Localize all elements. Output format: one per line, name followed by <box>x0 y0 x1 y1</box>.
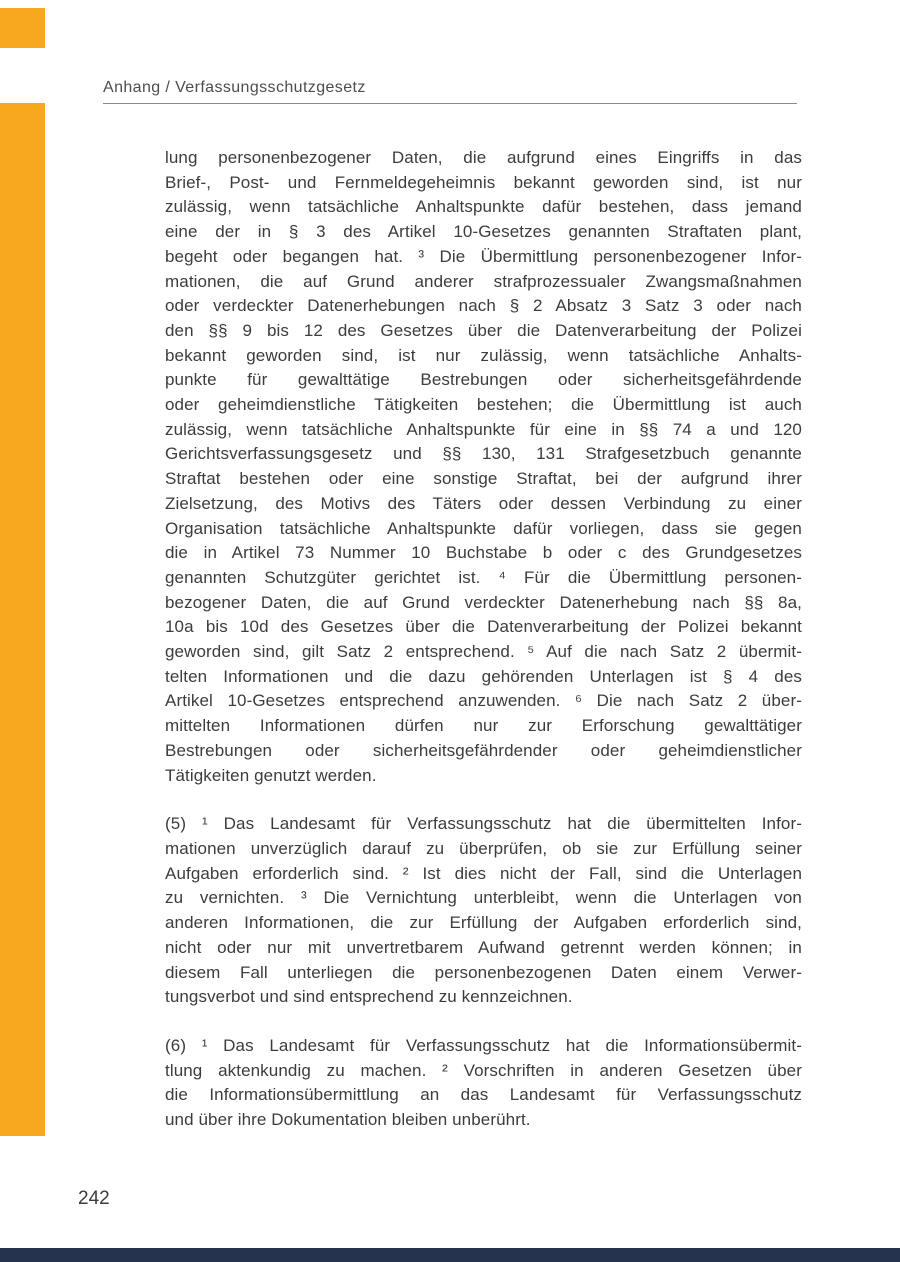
text-line: die Informationsübermittlung an das Landesamt für Verfassungsschutz <box>165 1085 802 1105</box>
text-line: nicht oder nur mit unvertretbarem Aufwand getrennt werden können; in <box>165 937 802 957</box>
paragraph-6 <box>165 1034 802 1133</box>
text-line: genannten Schutzgüter gerichtet ist. ⁴ Für die Übermittlung personen- <box>165 567 802 587</box>
text-line: 10a bis 10d des Gesetzes über die Datenverarbeitung der Polizei bekannt <box>165 617 802 637</box>
text-line: zulässig, wenn tatsächliche Anhaltspunkte für eine in §§ 74 a und 120 <box>165 419 802 439</box>
text-line: mationen, die auf Grund anderer strafprozessualer Zwangsmaßnahmen <box>165 271 802 291</box>
text-line: (5) ¹ Das Landesamt für Verfassungsschutz hat die übermittelten Infor- <box>165 814 802 834</box>
text-line: Straftat bestehen oder eine sonstige Straftat, bei der aufgrund ihrer <box>165 469 802 489</box>
text-line: lung personenbezogener Daten, die aufgrund eines Eingriffs in das <box>165 148 802 167</box>
text-line: zulässig, wenn tatsächliche Anhaltspunkte dafür bestehen, dass jemand <box>165 197 802 217</box>
text-line: mationen unverzüglich darauf zu überprüfen, ob sie zur Erfüllung seiner <box>165 838 802 858</box>
text-line: die in Artikel 73 Nummer 10 Buchstabe b oder c des Grundgesetzes <box>165 543 802 563</box>
text-line: (6) ¹ Das Landesamt für Verfassungsschutz hat die Informationsübermit- <box>165 1035 802 1055</box>
text-line: Tätigkeiten genutzt werden. <box>165 765 377 785</box>
page-number: 242 <box>78 1188 110 1209</box>
text-line: oder geheimdienstliche Tätigkeiten bestehen; die Übermittlung ist auch <box>165 395 802 415</box>
accent-corner-square <box>0 8 45 48</box>
text-line: diesem Fall unterliegen die personenbezogenen Daten einem Verwer- <box>165 962 802 982</box>
text-line: punkte für gewalttätige Bestrebungen oder sicherheitsgefährdende <box>165 370 802 390</box>
text-line: tlung aktenkundig zu machen. ² Vorschriften in anderen Gesetzen über <box>165 1060 802 1080</box>
accent-side-bar <box>0 103 45 1136</box>
text-line: zu vernichten. ³ Die Vernichtung unterbleibt, wenn die Unterlagen von <box>165 888 802 908</box>
text-line: tungsverbot und sind entsprechend zu kennzeichnen. <box>165 987 573 1007</box>
text-line: anderen Informationen, die zur Erfüllung der Aufgaben erforderlich sind, <box>165 913 802 933</box>
text-line: Organisation tatsächliche Anhaltspunkte dafür vorliegen, dass sie gegen <box>165 518 802 538</box>
text-line: Bestrebungen oder sicherheitsgefährdender oder geheimdienstlicher <box>165 740 802 760</box>
text-line: den §§ 9 bis 12 des Gesetzes über die Datenverarbeitung der Polizei <box>165 320 802 340</box>
paragraph-4-continuation <box>165 146 802 788</box>
text-line: bekannt geworden sind, ist nur zulässig, wenn tatsächliche Anhalts- <box>165 345 802 365</box>
text-line: oder verdeckter Datenerhebungen nach § 2 Absatz 3 Satz 3 oder nach <box>165 296 802 316</box>
text-line: telten Informationen und die dazu gehörenden Unterlagen ist § 4 des <box>165 666 802 686</box>
running-header-title: Anhang / Verfassungsschutzgesetz <box>103 79 366 96</box>
text-line: begeht oder begangen hat. ³ Die Übermittlung personenbezogener Infor- <box>165 246 802 266</box>
body-text <box>165 146 802 1157</box>
text-line: Gerichtsverfassungsgesetz und §§ 130, 131 Strafgesetzbuch genannte <box>165 444 802 464</box>
text-line: Brief-, Post- und Fernmeldegeheimnis bekannt geworden sind, ist nur <box>165 172 802 192</box>
text-line: eine der in § 3 des Artikel 10-Gesetzes genannten Straftaten plant, <box>165 222 802 242</box>
footer-bar <box>0 1248 900 1262</box>
text-line: geworden sind, gilt Satz 2 entsprechend. ⁵ Auf die nach Satz 2 übermit- <box>165 642 802 662</box>
running-header <box>103 79 797 104</box>
text-line: Artikel 10-Gesetzes entsprechend anzuwenden. ⁶ Die nach Satz 2 über- <box>165 691 802 711</box>
text-line: Zielsetzung, des Motivs des Täters oder dessen Verbindung zu einer <box>165 493 802 513</box>
text-line: bezogener Daten, die auf Grund verdeckter Datenerhebung nach §§ 8a, <box>165 592 802 612</box>
text-line: mittelten Informationen dürfen nur zur Erforschung gewalttätiger <box>165 716 802 736</box>
paragraph-5 <box>165 812 802 1010</box>
text-line: und über ihre Dokumentation bleiben unberührt. <box>165 1110 531 1130</box>
text-line: Aufgaben erforderlich sind. ² Ist dies nicht der Fall, sind die Unterlagen <box>165 863 802 883</box>
header-rule <box>103 103 797 104</box>
